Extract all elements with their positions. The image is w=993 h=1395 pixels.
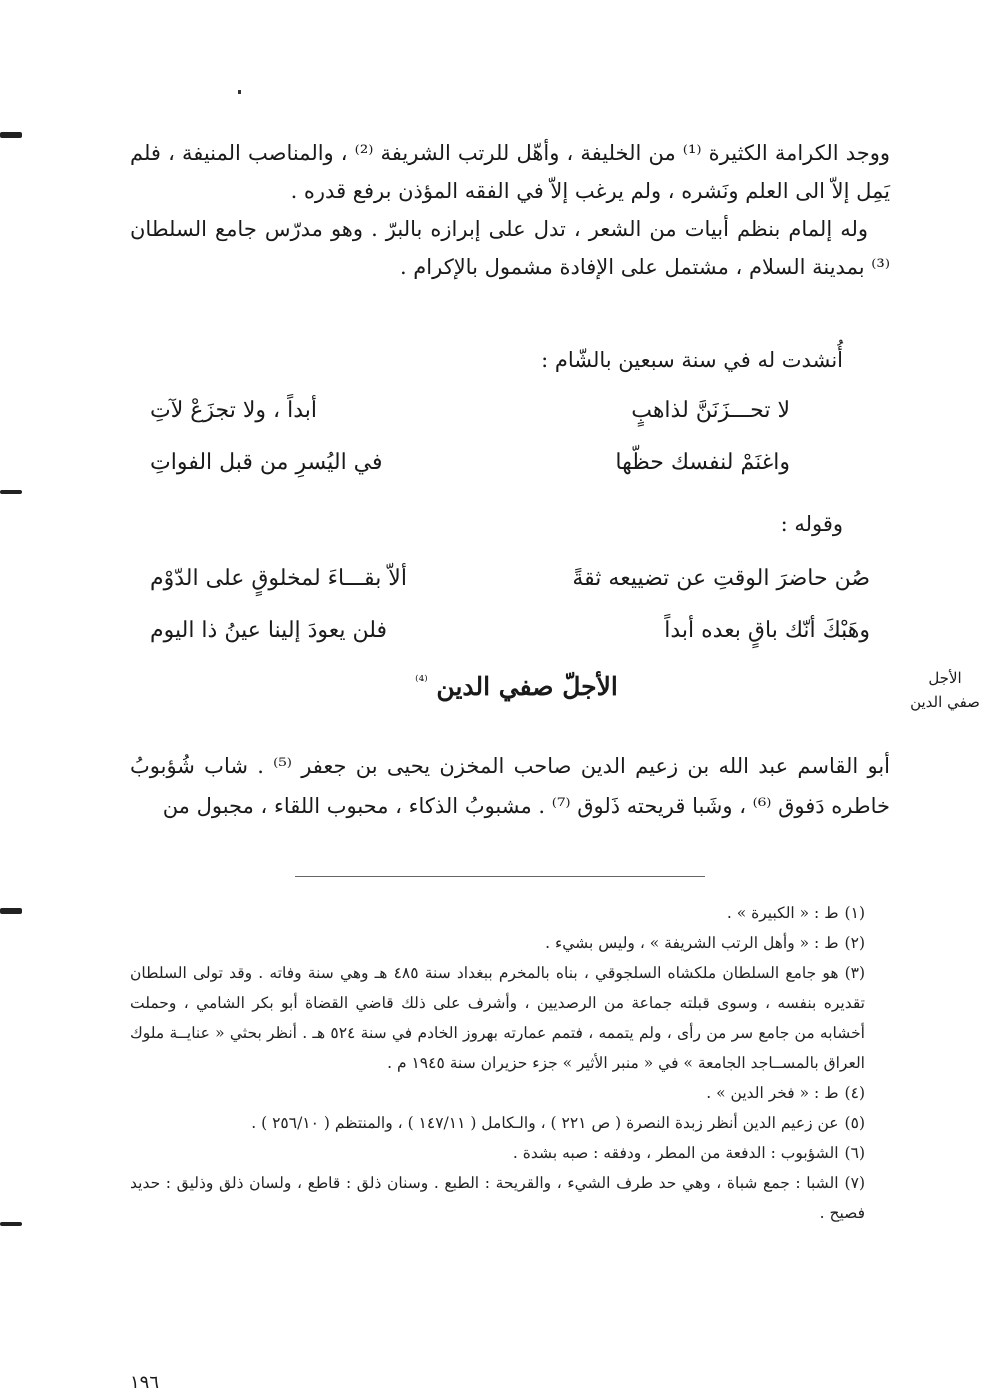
footnote-number: (٦) (844, 1144, 865, 1162)
footnote-4 (130, 1078, 865, 1108)
body-block-section (130, 746, 890, 826)
footnote-ref: ⁽⁴⁾ (415, 673, 428, 690)
footnote-6 (130, 1138, 865, 1168)
footnote-number: (٢) (844, 934, 865, 952)
verse-first-hemistich: واغنَمْ لنفسك حظّها (615, 450, 790, 475)
verse-second-hemistich: ألاّ بقـــاءَ لمخلوقٍ على الدّوْم (150, 566, 407, 591)
footnote-number: (٧) (844, 1174, 865, 1192)
page-number: ١٩٦ (130, 1372, 160, 1393)
footnote-text: هو جامع السلطان ملكشاه السلجوقي ، بناه بالمخرم ببغداد سنة ٤٨٥ هـ وهي سنة وفاته . وقد تولى السلطان تقديره بنفسه ، وسوى قبلته جماعة من الرصديين ، وأشرف على ذلك قاضي القضاة أبو بكر الشامي ، وحملت أخشابه من جامع سر من رأى ، ولم يتممه ، فتمم عمارته بهروز الخادم في سنة ٥٢٤ هـ . أنظر بحثي « عنايــة ملوك العراق بالمســاجد الجامعة » في « منبر الأثير » جزء حزيران سنة ١٩٤٥ م . (130, 964, 865, 1072)
section-heading-text: الأجلّ صفي الدين (436, 672, 618, 701)
scan-edge-mark (0, 1222, 22, 1226)
verse-line-3 (150, 566, 870, 606)
poem-intro-1: أُنشدت له في سنة سبعين بالشّام : (541, 348, 843, 372)
poem-intro-2: وقوله : (780, 512, 843, 536)
footnotes (130, 898, 865, 1228)
verse-first-hemistich: وهَبْكَ أنّك باقٍ بعده أبداً (664, 618, 870, 643)
scan-edge-mark (0, 490, 22, 494)
paragraph-1: ووجد الكرامة الكثيرة ⁽¹⁾ من الخليفة ، وأهّل للرتب الشريفة ⁽²⁾ ، والمناصب المنيفة ، فلم يَمِل إلاّ الى العلم ونَشره ، ولم يرغب إلاّ في الفقه المؤذن برفع قدره . (130, 141, 890, 203)
section-heading (0, 672, 993, 701)
margin-note-line: الأجل (928, 669, 962, 687)
verse-second-hemistich: أبداً ، ولا تجزَعْ لآتِ (150, 398, 317, 423)
footnote-text: عن زعيم الدين أنظر زبدة النصرة ( ص ٢٢١ ) ، والـكامل ( ١٤٧/١١ ) ، والمنتظم ( ٢٥٦/١٠ ) . (251, 1114, 839, 1132)
margin-note-line: صفي الدين (910, 693, 980, 711)
scan-dot (238, 90, 241, 94)
verse-second-hemistich: في اليُسرِ من قبل الفواتِ (150, 450, 383, 475)
verse-first-hemistich: صُن حاضرَ الوقتِ عن تضييعه ثقةً (572, 566, 870, 591)
scan-edge-mark (0, 132, 22, 138)
footnote-divider (295, 876, 705, 877)
verse-line-2 (150, 450, 790, 490)
verse-line-1 (150, 398, 790, 438)
footnote-3 (130, 958, 865, 1078)
footnote-1 (130, 898, 865, 928)
verse-line-4 (150, 618, 870, 658)
footnote-text: ط : « الكبيرة » . (726, 904, 839, 922)
footnote-number: (٥) (844, 1114, 865, 1132)
margin-note (900, 666, 990, 714)
footnote-5 (130, 1108, 865, 1138)
body-block-top (130, 134, 890, 286)
footnote-text: ط : « وأهل الرتب الشريفة » ، وليس بشيء . (545, 934, 839, 952)
footnote-text: الشؤبوب : الدفعة من المطر ، ودفقه : صبه بشدة . (512, 1144, 839, 1162)
footnote-text: ط : « فخر الدين » . (706, 1084, 839, 1102)
footnote-text: الشبا : جمع شباة ، وهي حد طرف الشيء ، والقريحة : الطبع . وسنان ذلق : قاطع ، ولسان ذلق وذليق : حديد فصيح . (130, 1174, 865, 1222)
verse-first-hemistich: لا تحـــزَنَنَّ لذاهبٍ (631, 398, 790, 423)
footnote-number: (٤) (844, 1084, 865, 1102)
footnote-number: (٣) (844, 964, 866, 982)
footnote-number: (١) (844, 904, 865, 922)
section-paragraph: أبو القاسم عبد الله بن زعيم الدين صاحب المخزن يحيى بن جعفر ⁽⁵⁾ . شاب شُؤبوبُ خاطره دَفوق ⁽⁶⁾ ، وشَبا قريحته ذَلوق ⁽⁷⁾ . مشبوبُ الذكاء ، محبوب اللقاء ، مجبول من (130, 754, 891, 818)
footnote-7 (130, 1168, 865, 1228)
verse-second-hemistich: فلن يعودَ إلينا عينُ ذا اليوم (150, 618, 388, 643)
footnote-2 (130, 928, 865, 958)
paragraph-2: وله إلمام بنظم أبيات من الشعر ، تدل على إبرازه بالبرّ . وهو مدرّس جامع السلطان ⁽³⁾ بمدينة السلام ، مشتمل على الإفادة مشمول بالإكرام . (130, 217, 890, 279)
scan-edge-mark (0, 908, 22, 914)
